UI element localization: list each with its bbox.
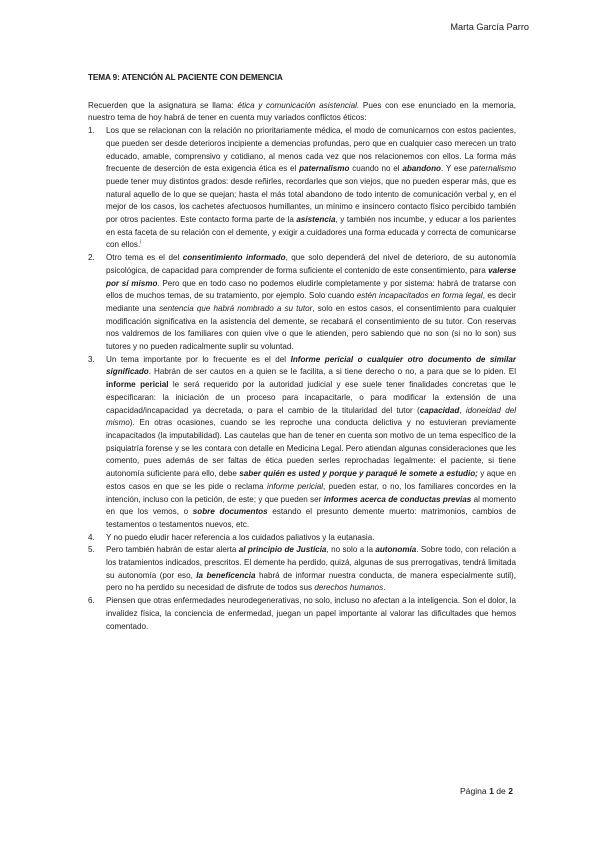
text-run: . Pero que en todo caso no podemos eludirle completamente y por sistema: habrá de tratarse con ellos de muchos temas, de su tratamiento, por ejemplo. Solo cuando bbox=[106, 278, 516, 301]
list-item bbox=[88, 544, 516, 595]
text-run: y aque en estos casos en que se les pide o reclama bbox=[106, 469, 516, 491]
list-item bbox=[88, 595, 516, 633]
text-run: estando el presunto demente muerto: matrimonios, cambios de testamentos o testamentos nuevos, etc. bbox=[106, 507, 516, 529]
text-run: sentencia que habrá nombrado a su tutor bbox=[159, 303, 313, 313]
text-run: , no solo a la bbox=[326, 545, 376, 555]
text-run: la beneficencia bbox=[196, 570, 256, 580]
text-run: Piensen que otras enfermedades neurodegenerativas, no solo, incluso no afectan a la inteligencia. Son el dolor, la invalidez física, la conciencia de enfermedad, juegan un papel importante al valorar las dificultades que hemos comentado. bbox=[106, 596, 516, 631]
text-run: . Sobre todo, con relación a los tratamientos indicados, prescritos. El demente ha perdido, quizá, algunas de sus prerrogativas, tendrá limitada su autonomía (por eso, bbox=[106, 545, 516, 580]
text-run: Un tema importante por lo frecuente es el del bbox=[106, 354, 291, 364]
text-run: abandono bbox=[402, 164, 441, 174]
text-run: , bbox=[459, 405, 466, 415]
page-label: Página bbox=[459, 786, 487, 796]
text-run: al principio de Justicia bbox=[238, 545, 327, 555]
document-title: TEMA 9: ATENCIÓN AL PACIENTE CON DEMENCIA bbox=[88, 73, 283, 82]
text-run: Informe pericial o cualquier otro documento de similar significado bbox=[106, 354, 516, 377]
text-run: informe pericial bbox=[106, 380, 169, 390]
text-run: ética y comunicación asistencial. bbox=[237, 100, 360, 110]
list-item-number: 1. bbox=[88, 126, 95, 136]
text-run: asistencia bbox=[296, 215, 336, 225]
page-of-label: de bbox=[496, 786, 506, 796]
list-item-number: 4. bbox=[88, 532, 95, 542]
document-body bbox=[88, 72, 516, 633]
list-item-number: 5. bbox=[88, 545, 95, 555]
text-run: i bbox=[140, 239, 142, 246]
text-run: estén incapacitados en forma legal bbox=[356, 291, 483, 301]
intro-paragraph bbox=[88, 100, 516, 125]
text-run: idoneidad del mismo bbox=[106, 405, 516, 428]
list-item-number: 2. bbox=[88, 253, 95, 263]
text-run: paternalismo bbox=[299, 164, 350, 174]
text-run: , que solo dependerá del nivel de deterioro, de su autonomía psicológica, de capacidad para comprender de forma suficiente el contenido de este consentimiento, para bbox=[106, 253, 516, 275]
list-item bbox=[88, 532, 516, 545]
text-run: , y también nos incumbe, y educar a los parientes en esta faceta de su relación con el demente, y exigir a cuidadores una forma educada y correcta de comunicarse con ellos. bbox=[106, 215, 516, 250]
text-run: Pero también habrán de estar alerta bbox=[106, 545, 239, 555]
text-run: , solo en estos casos, el consentimiento para cualquier modificación significativa en la asistencia del demente, se recabará el consentimiento de su tutor. Con reservas nos valdremos de los familiares con quien vive o que le atienden, pero sabiendo que no son (si no lo son) sus tutores y no pueden radicalmente suplir su voluntad. bbox=[106, 303, 516, 352]
list-item-number: 3. bbox=[88, 354, 95, 364]
text-run: cuando no el bbox=[349, 164, 403, 174]
text-run: derechos humanos bbox=[314, 583, 384, 593]
text-run: le será requerido por la autoridad judicial y ese suele tener finalidades concretas que le especificaran: la iniciación de un proceso para incapacitarle, o para modificar la extensión de una capacidad/incapacidad ya decretada, o para el cambio de la titularidad del tutor ( bbox=[106, 380, 516, 415]
page-header-author: Marta García Parro bbox=[450, 22, 529, 32]
list-item-number: 6. bbox=[88, 596, 95, 606]
page-footer bbox=[460, 786, 513, 796]
list-item bbox=[88, 125, 516, 252]
text-run: saber quién es usted y porque y paraqué le somete a estudio; bbox=[239, 469, 478, 479]
text-run: , es decir mediante una bbox=[106, 291, 516, 313]
text-run: Recuerden que la asignatura se llama: bbox=[88, 100, 238, 110]
page-total: 2 bbox=[508, 786, 513, 796]
text-run: al momento en que los vemos, o bbox=[106, 494, 516, 517]
text-run: ). En otras ocasiones, cuando se les reproche una conducta delictiva y no estuvieran previamente incapacitados (la imputabilidad). Las cautelas que han de tener en cuenta son motivo de un tema específico de la psiquiatría forense y se les contara con detalle en Medicina Legal. Pero atiendan algunas consideraciones que les comento, pues además de ser faltas de ética pueden serles reprochadas legalmente: el paciente, si tiene autonomía suficiente para ello, debe bbox=[106, 418, 516, 479]
text-run: Los que se relacionan con la relación no prioritariamente médica, el modo de comunicarnos con estos pacientes, que pueden ser desde deterioros incipiente a demencias profundas, pero que en cualquier caso merecen un trato educado, amable, comprensivo y cotidiano, al menos cada vez que nos relacionemos con ellos. La forma más frecuente de deserción de esta exigencia ética es el bbox=[106, 126, 516, 174]
page-current: 1 bbox=[489, 786, 494, 796]
text-run: puede tener muy distintos grados: desde reñirles, recordarles que son viejos, que no pueden esperar más, que es natural aquello de lo que se quejan; hasta el más total abandono de todo intento de comunicación verbal y, en el mejor de los casos, los cachetes afectuosos humillantes, un mínimo e insincero contacto físico percibido también por otros pacientes. Este contacto forma parte de la bbox=[106, 176, 516, 225]
text-run: Pues con ese enunciado en la memoria, nuestro tema de hoy habrá de tener en cuenta muy variados conflictos éticos: bbox=[88, 100, 516, 123]
text-run: habrá de informar nuestra conducta, de manera especialmente sutil), pero no ha perdido su necesidad de disfrute de todos sus bbox=[106, 570, 516, 593]
text-run: sobre documentos bbox=[192, 507, 268, 517]
text-run: . Habrán de ser cautos en a quien se le facilita, a si tiene derecho o no, a para que se lo piden. El bbox=[148, 367, 516, 377]
text-run: valerse por sí mismo bbox=[106, 265, 516, 288]
text-run: informe pericial bbox=[267, 481, 324, 491]
text-run: autonomía bbox=[375, 545, 417, 555]
text-run: paternalismo bbox=[469, 164, 517, 174]
text-run: . bbox=[383, 583, 386, 593]
numbered-list bbox=[88, 125, 516, 633]
list-item bbox=[88, 252, 516, 354]
text-run: , pueden estar, o no, los familiares concordes en la intención, incluso con la petición, de este; y que pueden ser bbox=[106, 481, 517, 504]
text-run: . Y ese bbox=[441, 164, 470, 174]
text-run: Y no puedo eludir hacer referencia a los cuidados paliativos y la eutanasia. bbox=[106, 532, 375, 542]
text-run: informes acerca de conductas previas bbox=[323, 494, 472, 504]
text-run: Otro tema es el del bbox=[106, 253, 183, 263]
text-run: capacidad bbox=[419, 405, 460, 415]
list-item bbox=[88, 354, 516, 532]
text-run: consentimiento informado bbox=[182, 253, 286, 263]
